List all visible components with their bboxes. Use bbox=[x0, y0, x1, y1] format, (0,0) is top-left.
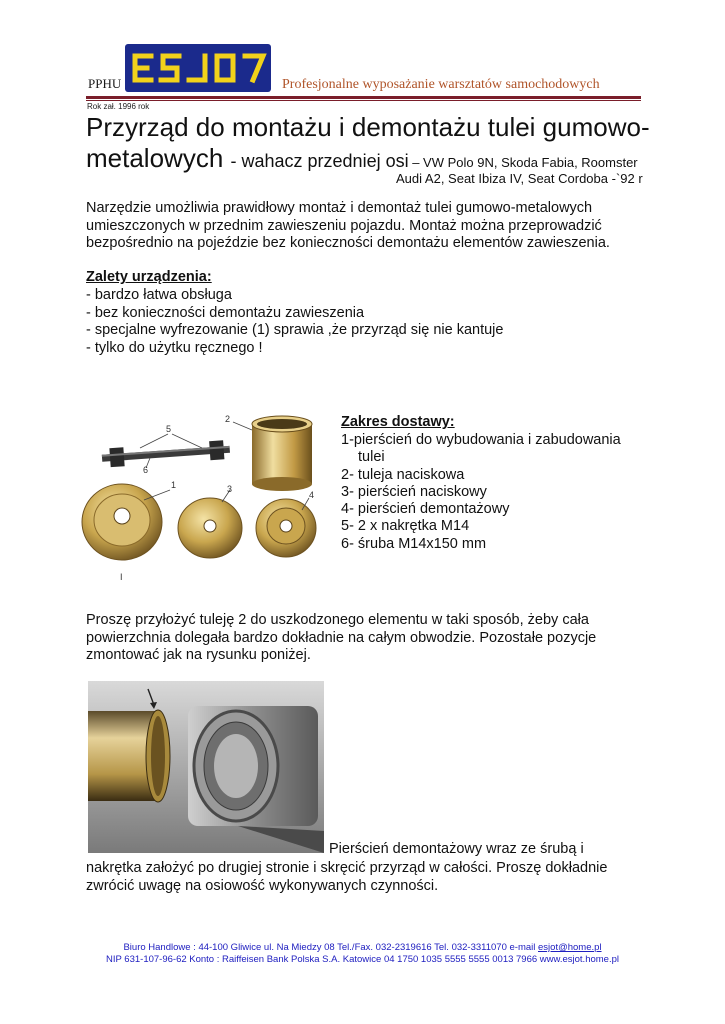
footer-address bbox=[60, 942, 665, 953]
title-models: – VW Polo 9N, Skoda Fabia, Roomster bbox=[408, 155, 638, 170]
title-subtitle: - wahacz przedniej osi bbox=[230, 151, 409, 171]
title-main: metalowych bbox=[86, 143, 231, 173]
page-title-line2 bbox=[86, 143, 638, 174]
ring-3 bbox=[178, 498, 242, 558]
company-prefix: PPHU bbox=[88, 76, 122, 91]
ring-instruction-first-line: Pierścień demontażowy wraz ze śrubą i bbox=[329, 841, 584, 857]
press-sleeve bbox=[252, 416, 312, 491]
assembly-photo bbox=[88, 681, 324, 853]
esjot-logo bbox=[125, 44, 271, 92]
label-3: 3 bbox=[227, 484, 233, 494]
footer-bank-info: NIP 631-107-96-62 Konto : Raiffeisen Bank Polska S.A. Katowice 04 1750 1035 5555 5555 0013 7966 www.esjot.home.pl bbox=[106, 954, 619, 965]
footer-email-link[interactable]: esjot@home.pl bbox=[538, 942, 602, 953]
list-item: - tylko do użytku ręcznego ! bbox=[86, 339, 263, 356]
list-item-continued: tulei bbox=[358, 449, 385, 466]
label-2: 2 bbox=[225, 414, 231, 424]
stray-mark: I bbox=[120, 572, 123, 582]
list-item: 2- tuleja naciskowa bbox=[341, 466, 465, 483]
ring-instruction-paragraph: nakrętka założyć po drugiej stronie i skręcić przyrząd w całości. Proszę dokładnie zwrócić uwagę na osiowość wykonywanych czynności. bbox=[86, 860, 608, 894]
header-rule-thin bbox=[86, 100, 641, 101]
title-models-continued: Audi A2, Seat Ibiza IV, Seat Cordoba -`92 r bbox=[396, 171, 643, 186]
scope-list bbox=[341, 432, 621, 553]
advantages-heading: Zalety urządzenia: bbox=[86, 269, 212, 285]
list-item: 6- śruba M14x150 mm bbox=[341, 535, 487, 552]
mounting-paragraph: Proszę przyłożyć tuleję 2 do uszkodzonego elementu w taki sposób, żeby cała powierzchnia dolegała bardzo dokładnie na całym obwodzie. Pozostałe pozycje zmontować jak na rysunku poniżej. bbox=[86, 612, 597, 663]
company-tagline: Profesjonalne wyposażanie warsztatów samochodowych bbox=[282, 77, 600, 92]
intro-paragraph: Narzędzie umożliwia prawidłowy montaż i demontaż tulei gumowo-metalowych umieszczonych w przednim zawieszeniu pojazdu. Montaż można przeprowadzić bezpośrednio na pojeździe bez konieczności demontażu elementów zawieszenia. bbox=[86, 200, 610, 251]
label-1: 1 bbox=[171, 480, 177, 490]
page-title-line1: Przyrząd do montażu i demontażu tulei gumowo- bbox=[86, 112, 650, 142]
footer-address-text: Biuro Handlowe : 44-100 Gliwice ul. Na Miedzy 08 Tel./Fax. 032-2319616 Tel. 032-3311070 e-mail bbox=[123, 942, 539, 953]
list-item: 4- pierścień demontażowy bbox=[341, 501, 510, 518]
label-6: 6 bbox=[143, 465, 149, 475]
list-item: 1-pierścień do wybudowania i zabudowania bbox=[341, 432, 621, 448]
ring-4 bbox=[256, 499, 316, 557]
advantages-list bbox=[86, 287, 503, 357]
list-item: - bardzo łatwa obsługa bbox=[86, 287, 232, 303]
established-year: Rok zał. 1996 rok bbox=[87, 102, 150, 111]
label-4: 4 bbox=[309, 490, 315, 500]
parts-figure bbox=[80, 410, 330, 585]
list-item: - bez konieczności demontażu zawieszenia bbox=[86, 304, 365, 321]
ring-1 bbox=[82, 484, 162, 560]
bolt-with-nuts bbox=[101, 440, 230, 468]
list-item: 5- 2 x nakrętka M14 bbox=[341, 518, 470, 535]
list-item: - specjalne wyfrezowanie (1) sprawia ,że przyrząd się nie kantuje bbox=[86, 322, 504, 338]
list-item: 3- pierścień naciskowy bbox=[341, 483, 487, 500]
header-rule bbox=[86, 96, 641, 99]
label-5: 5 bbox=[166, 424, 172, 434]
scope-heading: Zakres dostawy: bbox=[341, 414, 455, 430]
